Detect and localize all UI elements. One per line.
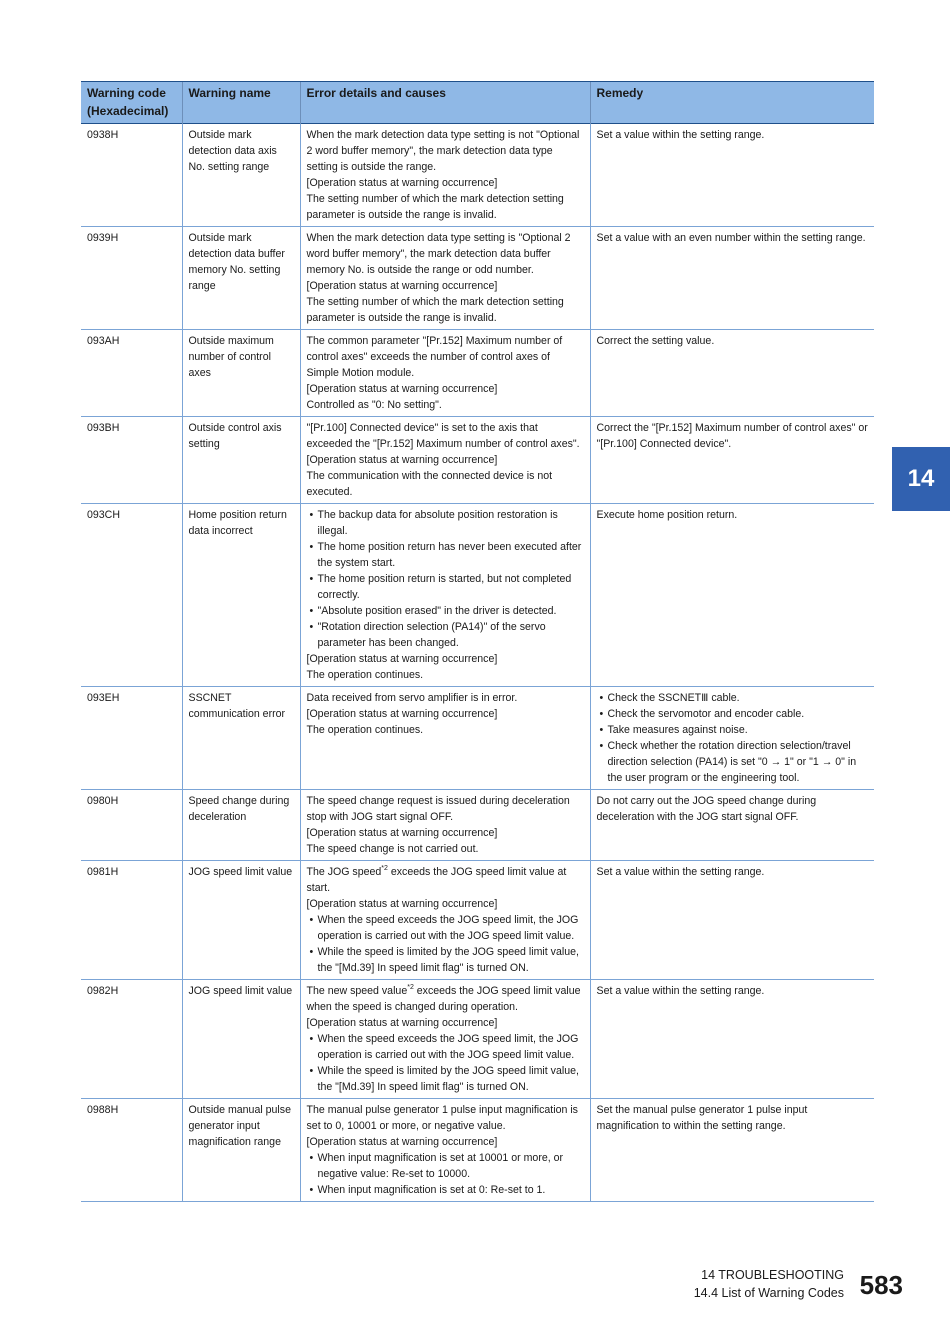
remedy-cell	[590, 330, 874, 417]
bullet-item: • The backup data for absolute position restoration is illegal.	[307, 507, 584, 539]
text-line	[307, 864, 584, 896]
text-line: [Operation status at warning occurrence]	[306, 1017, 498, 1029]
error-details-cell	[300, 861, 590, 980]
warning-code-cell: 0939H	[81, 227, 182, 330]
chapter-tab[interactable]: 14	[892, 447, 950, 511]
text-line: [Operation status at warning occurrence]	[306, 827, 498, 839]
text-line: The setting number of which the mark detection setting parameter is outside the range is invalid.	[306, 193, 564, 221]
remedy-cell	[590, 980, 874, 1099]
remedy-cell	[590, 124, 874, 227]
warning-name-cell: Outside mark detection data buffer memory No. setting range	[182, 227, 300, 330]
text-line: Execute home position return.	[596, 509, 738, 521]
error-details-cell	[300, 790, 590, 861]
text-line: Controlled as "0: No setting".	[306, 399, 442, 411]
error-details-cell	[300, 227, 590, 330]
error-details-cell	[300, 1099, 590, 1202]
error-details-cell	[300, 417, 590, 504]
error-details-cell	[300, 504, 590, 687]
error-details-cell	[300, 330, 590, 417]
warning-code-cell: 0988H	[81, 1099, 182, 1202]
text-line: [Operation status at warning occurrence]	[306, 454, 498, 466]
warning-code-cell: 093EH	[81, 687, 182, 790]
text-line: Correct the setting value.	[596, 335, 715, 347]
text-line: Set a value within the setting range.	[596, 129, 765, 141]
text-line: [Operation status at warning occurrence]	[306, 653, 498, 665]
remedy-cell	[590, 504, 874, 687]
table-row	[81, 417, 874, 504]
text-line: Set a value within the setting range.	[596, 985, 765, 997]
warning-code-cell: 0938H	[81, 124, 182, 227]
text-line: The common parameter "[Pr.152] Maximum number of control axes" exceeds the number of control axes of Simple Motion module.	[306, 335, 563, 379]
table-header-row	[81, 82, 874, 124]
text-line: The speed change is not carried out.	[306, 843, 479, 855]
bullet-item: • "Rotation direction selection (PA14)" of the servo parameter has been changed.	[307, 619, 584, 651]
text-line: When the mark detection data type setting is not "Optional 2 word buffer memory", the mark detection data type setting is outside the range.	[306, 129, 580, 173]
page-footer	[694, 1266, 844, 1302]
table-row	[81, 790, 874, 861]
warning-code-cell: 093CH	[81, 504, 182, 687]
warning-codes-table	[81, 81, 874, 1202]
table-row	[81, 980, 874, 1099]
warning-name-cell: Outside manual pulse generator input magnification range	[182, 1099, 300, 1202]
text-line: The communication with the connected device is not executed.	[306, 470, 553, 498]
text-line: [Operation status at warning occurrence]	[306, 708, 498, 720]
table-row	[81, 330, 874, 417]
warning-name-cell: Home position return data incorrect	[182, 504, 300, 687]
text-line: The speed change request is issued during deceleration stop with JOG start signal OFF.	[306, 795, 570, 823]
bullet-item: • Check the SSCNETⅢ cable.	[597, 690, 869, 706]
bullet-item: • The home position return is started, but not completed correctly.	[307, 571, 584, 603]
header-error-details: Error details and causes	[300, 82, 590, 124]
bullet-item: • When input magnification is set at 0: Re-set to 1.	[307, 1182, 584, 1198]
footnote-ref: *2	[407, 984, 414, 991]
text-line: Do not carry out the JOG speed change during deceleration with the JOG start signal OFF.	[596, 795, 817, 823]
bullet-item: • When the speed exceeds the JOG speed limit, the JOG operation is carried out with the JOG speed limit value.	[307, 1031, 584, 1063]
footer-chapter: 14 TROUBLESHOOTING	[701, 1268, 844, 1282]
remedy-cell	[590, 227, 874, 330]
bullet-item: • While the speed is limited by the JOG speed limit value, the "[Md.39] In speed limit flag" is turned ON.	[307, 944, 584, 976]
text-line: The setting number of which the mark detection setting parameter is outside the range is invalid.	[306, 296, 564, 324]
header-warning-name: Warning name	[182, 82, 300, 124]
table-row	[81, 1099, 874, 1202]
table-row	[81, 861, 874, 980]
text-line: Set the manual pulse generator 1 pulse input magnification to within the setting range.	[596, 1104, 808, 1132]
warning-code-cell: 0982H	[81, 980, 182, 1099]
text-line: Correct the "[Pr.152] Maximum number of control axes" or "[Pr.100] Connected device".	[596, 422, 868, 450]
warning-name-cell: Outside control axis setting	[182, 417, 300, 504]
error-details-cell	[300, 687, 590, 790]
bullet-item: • Take measures against noise.	[597, 722, 869, 738]
bullet-item: • When input magnification is set at 10001 or more, or negative value: Re-set to 10000.	[307, 1150, 584, 1182]
text-fragment: The JOG speed	[306, 866, 382, 878]
header-warning-code: Warning code (Hexadecimal)	[81, 82, 182, 124]
warning-code-cell: 093AH	[81, 330, 182, 417]
text-fragment: exceeds the JOG speed limit value at start.	[306, 866, 567, 894]
text-line: [Operation status at warning occurrence]	[306, 898, 498, 910]
warning-code-cell: 0981H	[81, 861, 182, 980]
remedy-cell	[590, 861, 874, 980]
text-line: The operation continues.	[306, 669, 424, 681]
page-number: 583	[859, 1270, 903, 1300]
text-line: Data received from servo amplifier is in error.	[306, 692, 518, 704]
remedy-cell	[590, 790, 874, 861]
text-line: [Operation status at warning occurrence]	[306, 177, 498, 189]
table-row	[81, 687, 874, 790]
footer-section: 14.4 List of Warning Codes	[693, 1286, 844, 1300]
text-line: Set a value with an even number within the setting range.	[596, 232, 866, 244]
text-line: [Operation status at warning occurrence]	[306, 1136, 498, 1148]
error-details-cell	[300, 124, 590, 227]
bullet-item: • Check whether the rotation direction selection/travel direction selection (PA14) is set "0 → 1" or "1 → 0" in the user program or the engineering tool.	[597, 738, 869, 786]
remedy-cell	[590, 417, 874, 504]
warning-name-cell: JOG speed limit value	[182, 861, 300, 980]
error-details-cell	[300, 980, 590, 1099]
text-line: [Operation status at warning occurrence]	[306, 280, 498, 292]
warning-name-cell: Outside mark detection data axis No. setting range	[182, 124, 300, 227]
warning-code-cell: 0980H	[81, 790, 182, 861]
table-row	[81, 227, 874, 330]
bullet-item: • While the speed is limited by the JOG speed limit value, the "[Md.39] In speed limit flag" is turned ON.	[307, 1063, 584, 1095]
text-line: Set a value within the setting range.	[596, 866, 765, 878]
text-line: The operation continues.	[306, 724, 424, 736]
text-line	[307, 983, 584, 1015]
text-line: "[Pr.100] Connected device" is set to the axis that exceeded the "[Pr.152] Maximum number of control axes".	[306, 422, 580, 450]
warning-name-cell: SSCNET communication error	[182, 687, 300, 790]
warning-name-cell: Outside maximum number of control axes	[182, 330, 300, 417]
bullet-item: • "Absolute position erased" in the driver is detected.	[307, 603, 584, 619]
text-line: When the mark detection data type setting is "Optional 2 word buffer memory", the mark detection data buffer memory No. is outside the range or odd number.	[306, 232, 571, 276]
text-fragment: exceeds the JOG speed limit value when the speed is changed during operation.	[306, 985, 581, 1013]
bullet-item: • Check the servomotor and encoder cable.	[597, 706, 869, 722]
table-row	[81, 504, 874, 687]
text-line: The manual pulse generator 1 pulse input magnification is set to 0, 10001 or more, or negative value.	[306, 1104, 578, 1132]
header-remedy: Remedy	[590, 82, 874, 124]
footnote-ref: *2	[381, 865, 388, 872]
text-fragment: The new speed value	[306, 985, 408, 997]
warning-name-cell: JOG speed limit value	[182, 980, 300, 1099]
remedy-cell	[590, 687, 874, 790]
bullet-item: • When the speed exceeds the JOG speed limit, the JOG operation is carried out with the JOG speed limit value.	[307, 912, 584, 944]
warning-code-cell: 093BH	[81, 417, 182, 504]
remedy-cell	[590, 1099, 874, 1202]
text-line: [Operation status at warning occurrence]	[306, 383, 498, 395]
warning-name-cell: Speed change during deceleration	[182, 790, 300, 861]
table-row	[81, 124, 874, 227]
bullet-item: • The home position return has never been executed after the system start.	[307, 539, 584, 571]
